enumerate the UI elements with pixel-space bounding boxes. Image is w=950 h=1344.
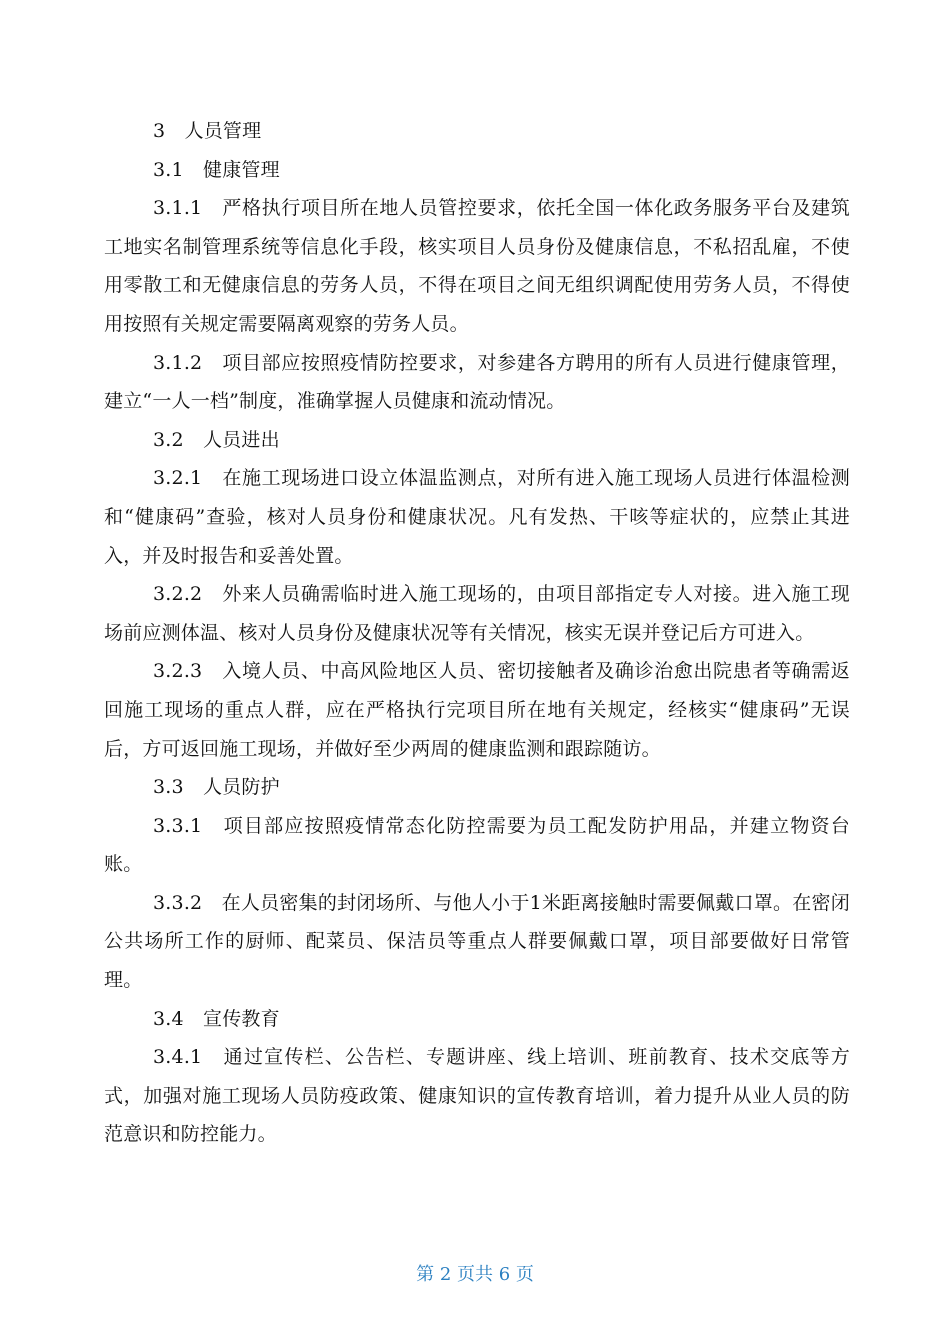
subsection-heading-3-3: 3.3 人员防护 [153,776,280,799]
page-footer [0,1262,950,1288]
clause-3-2-3: 3.2.3 入境人员、中高风险地区人员、密切接触者及确诊治愈出院患者等确需返回施工现场的重点人群，应在严格执行完项目所在地有关规定，经核实“健康码”无误后，方可返回施工现场，并做好至少两周的健康监测和跟踪随访。 [104,660,850,760]
document-body [104,112,850,1154]
clause-3-2-2: 3.2.2 外来人员确需临时进入施工现场的，由项目部指定专人对接。进入施工现场前应测体温、核对人员身份及健康状况等有关情况，核实无误并登记后方可进入。 [104,583,850,644]
clause-3-1-2: 3.1.2 项目部应按照疫情防控要求，对参建各方聘用的所有人员进行健康管理，建立“一人一档”制度，准确掌握人员健康和流动情况。 [104,351,850,413]
clause-3-3-1: 3.3.1 项目部应按照疫情常态化防控需要为员工配发防护用品，并建立物资台账。 [104,814,850,876]
clause-3-2-1: 3.2.1 在施工现场进口设立体温监测点，对所有进入施工现场人员进行体温检测和“健康码”查验，核对人员身份和健康状况。凡有发热、干咳等症状的，应禁止其进入，并及时报告和妥善处置。 [104,467,850,567]
page-number-label: 第 2 页共 6 页 [416,1264,534,1285]
subsection-heading-3-2: 3.2 人员进出 [153,428,280,451]
clause-3-3-2: 3.3.2 在人员密集的封闭场所、与他人小于1米距离接触时需要佩戴口罩。在密闭公共场所工作的厨师、配菜员、保洁员等重点人群要佩戴口罩，项目部要做好日常管理。 [104,891,850,992]
clause-3-4-1: 3.4.1 通过宣传栏、公告栏、专题讲座、线上培训、班前教育、技术交底等方式，加强对施工现场人员防疫政策、健康知识的宣传教育培训，着力提升从业人员的防范意识和防控能力。 [104,1046,850,1146]
clause-3-1-1: 3.1.1 严格执行项目所在地人员管控要求，依托全国一体化政务服务平台及建筑工地实名制管理系统等信息化手段，核实项目人员身份及健康信息，不私招乱雇，不使用零散工和无健康信息的劳务人员，不得在项目之间无组织调配使用劳务人员，不得使用按照有关规定需要隔离观察的劳务人员。 [104,197,850,335]
subsection-heading-3-4: 3.4 宣传教育 [153,1007,280,1030]
subsection-heading-3-1: 3.1 健康管理 [153,158,280,181]
section-heading-3: 3 人员管理 [153,120,262,142]
